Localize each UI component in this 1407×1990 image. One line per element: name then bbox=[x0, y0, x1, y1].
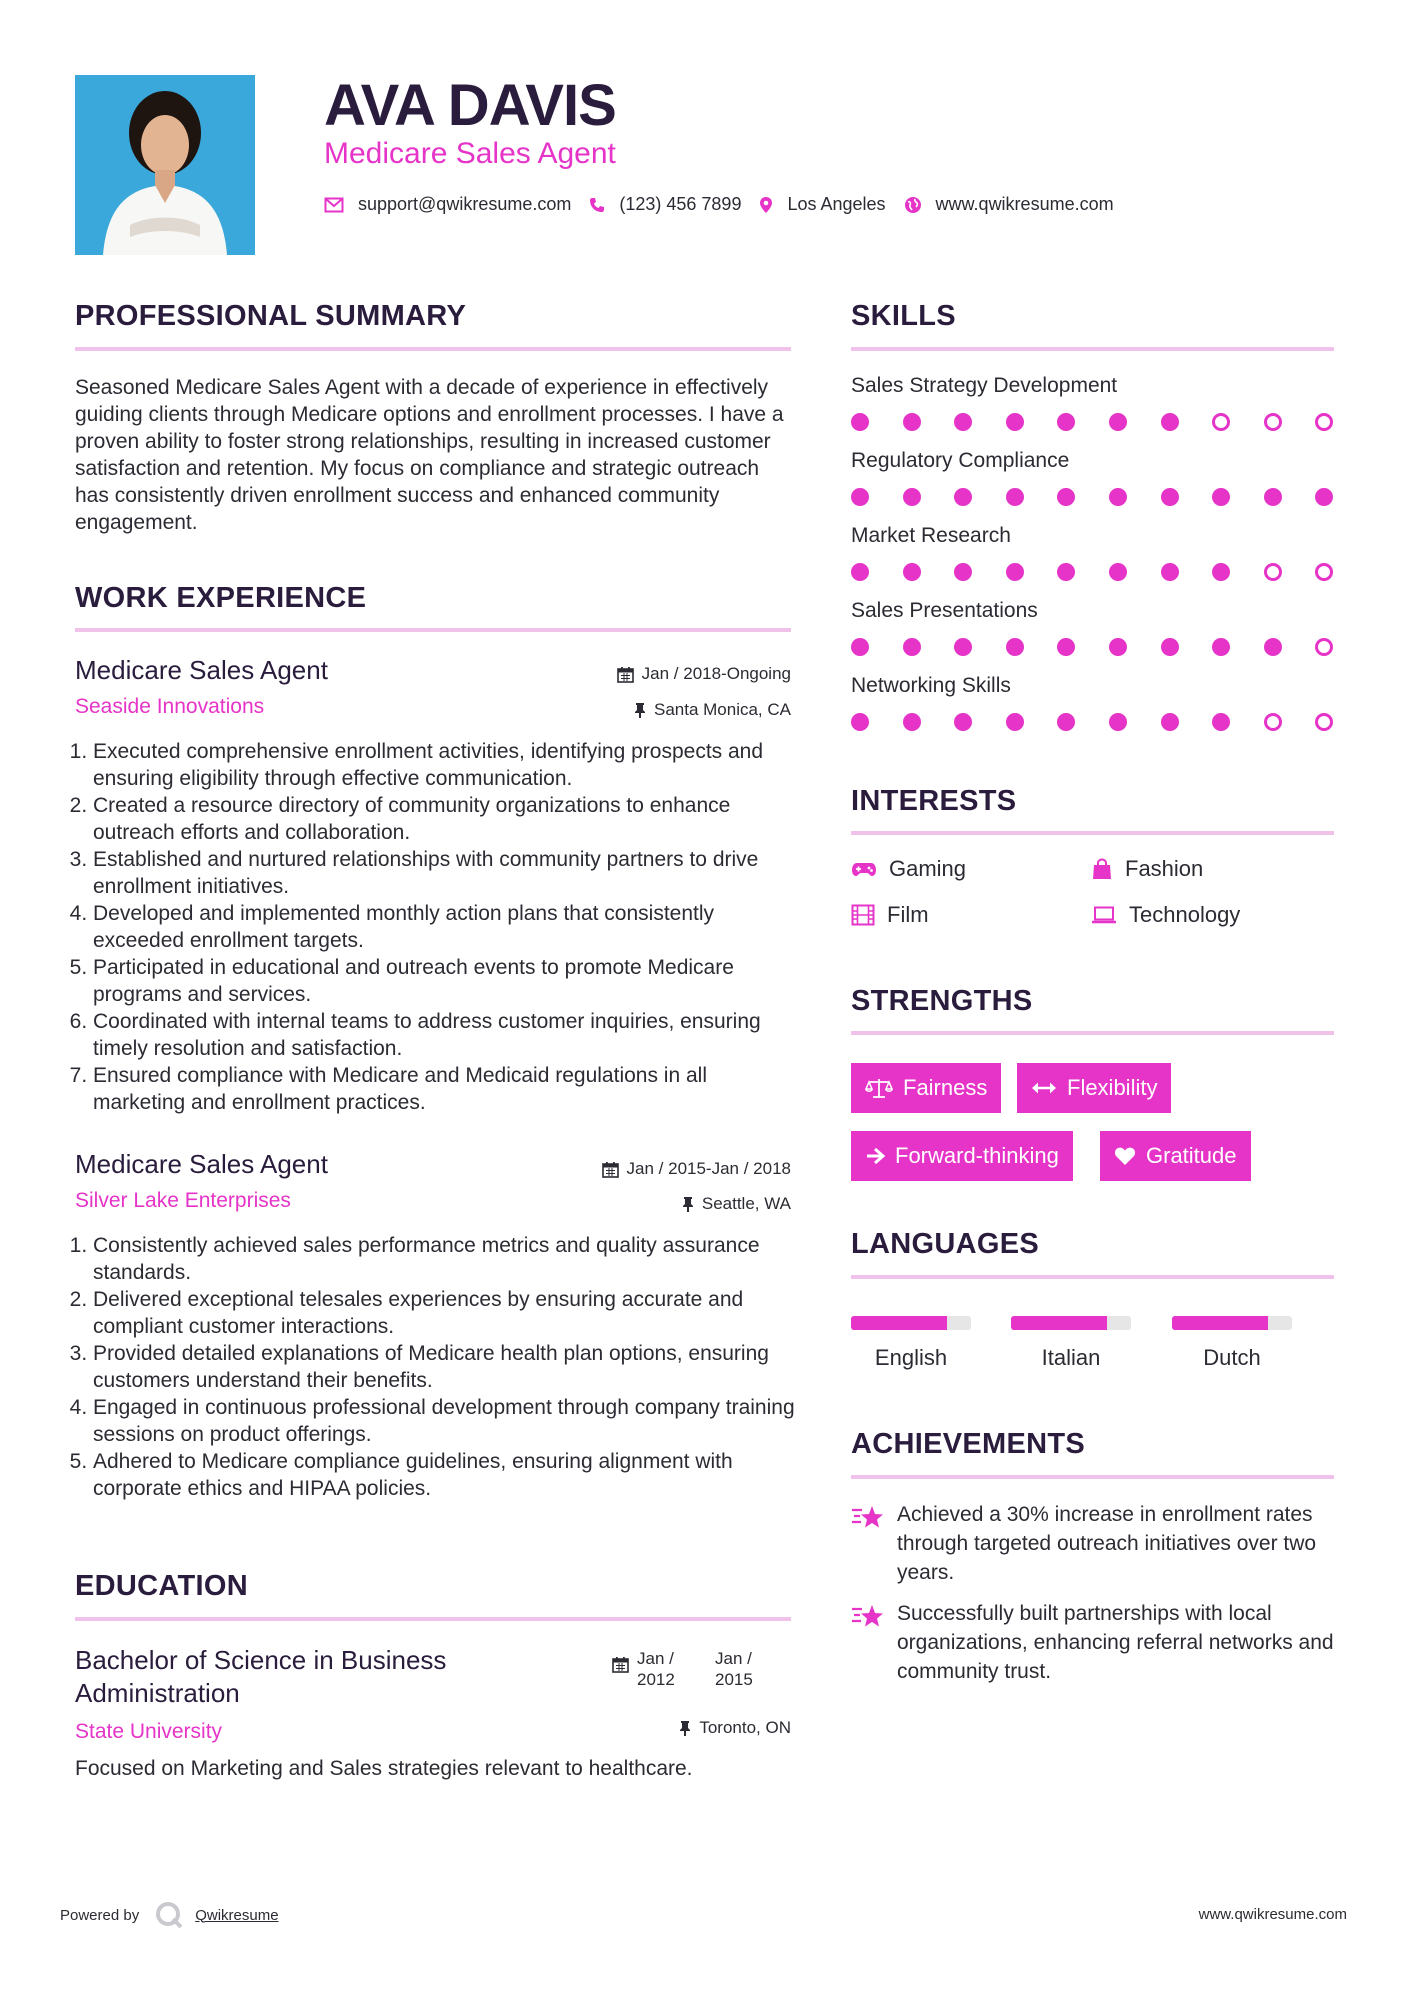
achievements-divider bbox=[851, 1475, 1334, 1479]
language-level-bar bbox=[1011, 1316, 1131, 1330]
skill-dot-filled bbox=[1109, 713, 1127, 731]
skill-dot-filled bbox=[1109, 488, 1127, 506]
skill-dot-filled bbox=[1006, 413, 1024, 431]
achievements-heading: ACHIEVEMENTS bbox=[851, 1428, 1086, 1460]
list-item: 4. Engaged in continuous professional development through company training sessions on product offerings. bbox=[93, 1394, 795, 1448]
skill-dot-filled bbox=[1057, 488, 1075, 506]
skill-rating bbox=[851, 413, 1367, 431]
skill-dot-filled bbox=[903, 638, 921, 656]
strength-label: Forward-thinking bbox=[895, 1143, 1059, 1168]
list-item: 1. Consistently achieved sales performance metrics and quality assurance standards. bbox=[93, 1232, 795, 1286]
job-bullets bbox=[75, 1232, 795, 1502]
contact-phone-text: (123) 456 7899 bbox=[619, 194, 742, 214]
interest-label: Gaming bbox=[889, 856, 967, 881]
strength-chip-flexibility bbox=[1017, 1063, 1171, 1113]
education-description: Focused on Marketing and Sales strategies relevant to healthcare. bbox=[75, 1757, 693, 1780]
skill-dot-filled bbox=[1161, 713, 1179, 731]
job-dates-text: Jan / 2018-Ongoing bbox=[641, 664, 791, 683]
skill-name: Market Research bbox=[851, 524, 1011, 547]
skill-dot-filled bbox=[1161, 488, 1179, 506]
education-location-text: Toronto, ON bbox=[699, 1718, 791, 1737]
list-item: 6. Coordinated with internal teams to address customer inquiries, ensuring timely resolution and satisfaction. bbox=[93, 1008, 795, 1062]
skill-rating bbox=[851, 713, 1367, 731]
summary-divider bbox=[75, 347, 791, 351]
skill-name: Networking Skills bbox=[851, 674, 1011, 697]
skill-dot-empty bbox=[1264, 713, 1282, 731]
strength-chip-gratitude bbox=[1100, 1131, 1251, 1181]
skill-dot-filled bbox=[1057, 413, 1075, 431]
language-name: Italian bbox=[1041, 1345, 1101, 1370]
job-location bbox=[682, 1194, 791, 1214]
qwikresume-link[interactable]: Qwikresume bbox=[195, 1906, 279, 1924]
list-item: 5. Participated in educational and outreach events to promote Medicare programs and services. bbox=[93, 954, 795, 1008]
skills-heading: SKILLS bbox=[851, 300, 956, 332]
language-level-bar bbox=[1172, 1316, 1292, 1330]
achievement-item bbox=[851, 1599, 1341, 1686]
job-dates bbox=[617, 664, 791, 684]
strengths-divider bbox=[851, 1031, 1334, 1035]
interest-label: Technology bbox=[1129, 902, 1241, 927]
summary-heading: PROFESSIONAL SUMMARY bbox=[75, 300, 467, 332]
skill-dot-filled bbox=[1212, 563, 1230, 581]
skill-dot-empty bbox=[1315, 638, 1333, 656]
strength-label: Fairness bbox=[903, 1075, 988, 1100]
skill-dot-filled bbox=[1264, 638, 1282, 656]
candidate-title: Medicare Sales Agent bbox=[324, 137, 616, 170]
skill-dot-filled bbox=[851, 413, 869, 431]
skill-dot-filled bbox=[903, 713, 921, 731]
skill-dot-filled bbox=[1006, 638, 1024, 656]
language-level-fill bbox=[1172, 1316, 1268, 1330]
school-name: State University bbox=[75, 1720, 223, 1743]
skill-dot-filled bbox=[1006, 488, 1024, 506]
pushpin-icon bbox=[679, 1720, 691, 1737]
job-bullets bbox=[75, 738, 795, 1116]
profile-photo bbox=[75, 75, 255, 255]
skill-dot-filled bbox=[1161, 638, 1179, 656]
skill-dot-empty bbox=[1315, 413, 1333, 431]
strength-label: Gratitude bbox=[1146, 1143, 1237, 1168]
strength-label: Flexibility bbox=[1067, 1075, 1158, 1100]
skill-dot-empty bbox=[1315, 563, 1333, 581]
footer-website[interactable]: www.qwikresume.com bbox=[1198, 1906, 1347, 1923]
job-title: Medicare Sales Agent bbox=[75, 655, 328, 685]
job-location bbox=[634, 700, 791, 720]
job-company: Seaside Innovations bbox=[75, 695, 265, 718]
star-icon bbox=[851, 1504, 885, 1530]
map-pin-icon bbox=[759, 196, 773, 214]
arrows-horizontal-icon bbox=[1031, 1081, 1057, 1095]
star-icon bbox=[851, 1603, 885, 1629]
skill-dot-filled bbox=[851, 713, 869, 731]
language-level-bar bbox=[851, 1316, 971, 1330]
footer-powered-by bbox=[60, 1900, 279, 1930]
skill-dot-filled bbox=[1161, 563, 1179, 581]
contact-row bbox=[324, 194, 1132, 215]
skill-dot-filled bbox=[954, 488, 972, 506]
skill-rating bbox=[851, 488, 1367, 506]
globe-icon bbox=[904, 196, 922, 214]
strength-chip-fairness bbox=[851, 1063, 1001, 1113]
laptop-icon bbox=[1091, 906, 1117, 924]
skill-dot-filled bbox=[1057, 563, 1075, 581]
interest-label: Fashion bbox=[1125, 856, 1204, 881]
experience-divider bbox=[75, 628, 791, 632]
achievement-text: Achieved a 30% increase in enrollment rates through targeted outreach initiatives over two years. bbox=[897, 1503, 1317, 1584]
strength-chip-forward-thinking bbox=[851, 1131, 1073, 1181]
skill-dot-filled bbox=[1212, 638, 1230, 656]
skill-dot-filled bbox=[1006, 713, 1024, 731]
skill-dot-filled bbox=[903, 563, 921, 581]
job-title: Medicare Sales Agent bbox=[75, 1149, 328, 1179]
interest-gaming bbox=[851, 856, 966, 882]
education-location bbox=[679, 1718, 791, 1738]
shopping-bag-icon bbox=[1091, 858, 1113, 880]
education-dates bbox=[612, 1648, 771, 1690]
skill-name: Regulatory Compliance bbox=[851, 449, 1070, 472]
contact-phone[interactable] bbox=[589, 194, 741, 215]
skill-dot-filled bbox=[1212, 713, 1230, 731]
skill-dot-filled bbox=[1109, 413, 1127, 431]
list-item: 1. Executed comprehensive enrollment activities, identifying prospects and ensuring eligibility through effective communication. bbox=[93, 738, 795, 792]
education-divider bbox=[75, 1617, 791, 1621]
contact-location bbox=[759, 194, 885, 215]
language-level-fill bbox=[1011, 1316, 1107, 1330]
languages-divider bbox=[851, 1275, 1334, 1279]
skill-dot-filled bbox=[1161, 413, 1179, 431]
skill-dot-empty bbox=[1212, 413, 1230, 431]
contact-email-text: support@qwikresume.com bbox=[358, 194, 572, 214]
list-item: 3. Provided detailed explanations of Medicare health plan options, ensuring customers understand their benefits. bbox=[93, 1340, 795, 1394]
skill-dot-filled bbox=[954, 413, 972, 431]
list-item: 2. Delivered exceptional telesales experiences by ensuring accurate and compliant customer interactions. bbox=[93, 1286, 795, 1340]
skill-dot-filled bbox=[1109, 638, 1127, 656]
job-dates bbox=[602, 1159, 791, 1179]
powered-by-text: Powered by bbox=[60, 1906, 140, 1924]
contact-location-text: Los Angeles bbox=[787, 194, 886, 214]
skill-dot-filled bbox=[1006, 563, 1024, 581]
envelope-icon bbox=[324, 197, 344, 213]
language-name: Dutch bbox=[1203, 1345, 1261, 1370]
calendar-icon bbox=[602, 1161, 619, 1178]
skill-dot-filled bbox=[851, 563, 869, 581]
balance-scale-icon bbox=[865, 1077, 893, 1099]
heart-icon bbox=[1114, 1146, 1136, 1166]
film-icon bbox=[851, 904, 875, 926]
gamepad-icon bbox=[851, 860, 877, 878]
strengths-heading: STRENGTHS bbox=[851, 985, 1033, 1017]
skill-dot-filled bbox=[954, 713, 972, 731]
job-location-text: Seattle, WA bbox=[701, 1194, 791, 1213]
education-end-date: Jan / 2015 bbox=[715, 1649, 753, 1689]
summary-text: Seasoned Medicare Sales Agent with a decade of experience in effectively guiding clients through Medicare options and enrollment processes. I have a proven ability to foster strong relationships, resulting in increased customer satisfaction and retention. My focus on compliance and strategic outreach has consistently driven enrollment success and enhanced community engagement. bbox=[75, 376, 784, 534]
skill-dot-filled bbox=[903, 413, 921, 431]
interest-technology bbox=[1091, 902, 1240, 928]
skill-dot-filled bbox=[1212, 488, 1230, 506]
skill-name: Sales Strategy Development bbox=[851, 374, 1118, 397]
skill-dot-filled bbox=[851, 638, 869, 656]
skill-dot-filled bbox=[851, 488, 869, 506]
contact-email[interactable] bbox=[324, 194, 571, 215]
languages-heading: LANGUAGES bbox=[851, 1228, 1039, 1260]
interest-fashion bbox=[1091, 856, 1203, 882]
skill-dot-empty bbox=[1264, 413, 1282, 431]
skill-dot-filled bbox=[1057, 713, 1075, 731]
skill-name: Sales Presentations bbox=[851, 599, 1038, 622]
qwikresume-logo-icon bbox=[153, 1900, 187, 1930]
experience-heading: WORK EXPERIENCE bbox=[75, 582, 367, 614]
job-location-text: Santa Monica, CA bbox=[653, 700, 791, 719]
contact-website[interactable] bbox=[904, 194, 1114, 215]
language-name: English bbox=[874, 1345, 948, 1370]
skills-divider bbox=[851, 347, 1334, 351]
skill-rating bbox=[851, 638, 1367, 656]
list-item: 3. Established and nurtured relationships with community partners to drive enrollment initiatives. bbox=[93, 846, 795, 900]
interest-label: Film bbox=[887, 902, 929, 927]
pushpin-icon bbox=[634, 702, 646, 719]
list-item: 5. Adhered to Medicare compliance guidelines, ensuring alignment with corporate ethics and HIPAA policies. bbox=[93, 1448, 795, 1502]
skill-dot-filled bbox=[1264, 488, 1282, 506]
interests-divider bbox=[851, 831, 1334, 835]
language-level-fill bbox=[851, 1316, 947, 1330]
interest-film bbox=[851, 902, 929, 928]
job-dates-text: Jan / 2015-Jan / 2018 bbox=[626, 1159, 791, 1178]
achievement-text: Successfully built partnerships with local organizations, enhancing referral networks and community trust. bbox=[897, 1602, 1334, 1683]
education-heading: EDUCATION bbox=[75, 1570, 248, 1602]
list-item: 4. Developed and implemented monthly action plans that consistently exceeded enrollment targets. bbox=[93, 900, 795, 954]
list-item: 2. Created a resource directory of community organizations to enhance outreach efforts and collaboration. bbox=[93, 792, 795, 846]
skill-dot-filled bbox=[903, 488, 921, 506]
skill-dot-filled bbox=[1315, 488, 1333, 506]
degree-title: Bachelor of Science in Business Administration bbox=[75, 1645, 447, 1708]
candidate-name: AVA DAVIS bbox=[324, 73, 616, 138]
skill-rating bbox=[851, 563, 1367, 581]
skill-dot-filled bbox=[954, 638, 972, 656]
job-company: Silver Lake Enterprises bbox=[75, 1189, 291, 1212]
skill-dot-filled bbox=[1109, 563, 1127, 581]
achievement-item bbox=[851, 1500, 1341, 1587]
skill-dot-filled bbox=[954, 563, 972, 581]
skill-dot-empty bbox=[1315, 713, 1333, 731]
contact-website-text: www.qwikresume.com bbox=[935, 194, 1114, 214]
phone-icon bbox=[589, 197, 605, 213]
education-start-date: Jan / 2012 bbox=[637, 1649, 675, 1689]
skill-dot-empty bbox=[1264, 563, 1282, 581]
pushpin-icon bbox=[682, 1196, 694, 1213]
list-item: 7. Ensured compliance with Medicare and Medicaid regulations in all marketing and enrollment practices. bbox=[93, 1062, 795, 1116]
arrow-right-icon bbox=[865, 1147, 885, 1165]
interests-heading: INTERESTS bbox=[851, 785, 1017, 817]
skill-dot-filled bbox=[1057, 638, 1075, 656]
calendar-icon bbox=[612, 1656, 629, 1673]
calendar-icon bbox=[617, 666, 634, 683]
